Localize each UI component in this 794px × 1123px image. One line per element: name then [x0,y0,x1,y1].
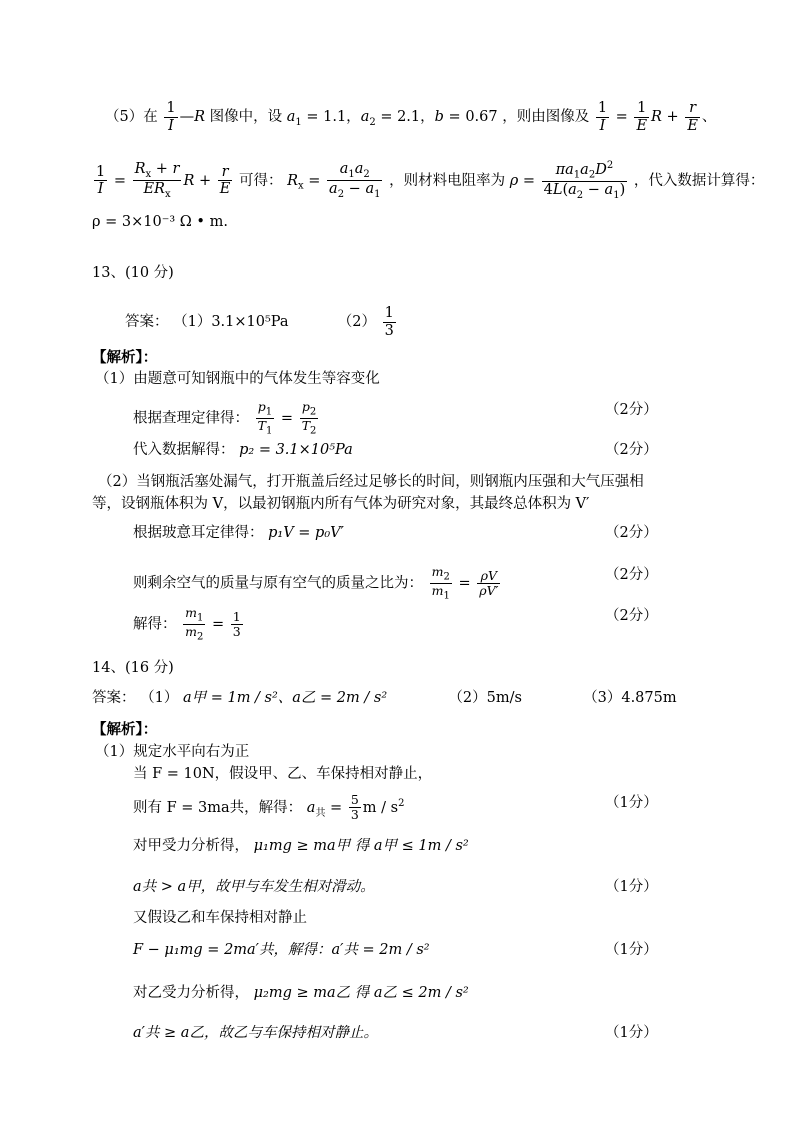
score: （1分） [605,879,658,895]
q13-line2: 根据查理定律得： $\frac{p_1}{T_1}$ = $\frac{p_2}{T_2}$ [133,399,317,437]
score: （2分） [605,525,658,541]
q14-line9: a′共 ≥ a乙，故乙与车保持相对静止。 [133,1025,378,1041]
q14-line4: 对甲受力分析得， μ₁mg ≥ ma甲 得 a甲 ≤ 1m / s² [133,838,469,854]
q13-line6: 根据玻意耳定律得： p₁V = p₀V′ [133,525,344,541]
score: （1分） [605,942,658,958]
q13-header: 13、(10 分) [92,265,174,281]
score: （1分） [605,1025,658,1041]
q12-p5-line1: （5）在 $\frac{1}{I}$ —R 图像中，设 $a_1 = 1.1$，$a_2 = 2.1$，b = 0.67 ，则由图像及 $\frac{1}{I}$ = $\frac{1}{E}$ R + $\frac{r}{E}$ 、 [105,100,717,134]
q14-line1: （1）规定水平向右为正 [95,744,250,760]
score: （2分） [605,402,658,418]
q14-header: 14、(16 分) [92,660,174,676]
q14-line3: 则有 F = 3ma共，解得： $a_共$ = $\frac{5}{3}$ m / $s^2$ [133,792,405,823]
q12-p5-line2: $\frac{1}{I}$ = $\frac{R_x + r}{ER_x}$ R + $\frac{r}{E}$ 可得： $R_x$ = $\frac{a_1a_2}{a_2 - a_1}$ ，则材料电阻率为 ρ = $\frac{\pi a_1a_2D^2}{4L(a_2 - a_1)}$ ，代入数据计算得： [96,160,765,202]
q14-line5: a共 > a甲，故甲与车发生相对滑动。 [133,879,375,895]
q13-line3: 代入数据解得： p₂ = 3.1×10⁵Pa [133,442,353,458]
q14-analysis-label: 【解析】： [92,721,158,738]
q14-line7: F − μ₁mg = 2ma′共，解得：a′共 = 2m / s² [133,942,430,958]
q13-analysis-label: 【解析】： [92,349,158,366]
q14-answer: 答案： （1） a甲 = 1m / s²、a乙 = 2m / s² （2）5m/s （3）4.875m [92,690,677,706]
score: （2分） [605,567,658,583]
score: （1分） [605,795,658,811]
q14-line6: 又假设乙和车保持相对静止 [133,910,307,926]
q14-line2: 当 F = 10N，假设甲、乙、车保持相对静止， [133,766,433,782]
rho-result: ρ = 3×10⁻³ Ω • m. [92,214,228,230]
q13-line7: 则剩余空气的质量与原有空气的质量之比为： $\frac{m_2}{m_1}$ = $\frac{\rho V}{\rho V'}$ [133,564,499,602]
q13-answer: 答案： （1）3.1×10⁵Pa （2） $\frac{1}{3}$ [125,305,394,339]
score: （2分） [605,608,658,624]
score: （2分） [605,442,658,458]
q14-line8: 对乙受力分析得， μ₂mg ≥ ma乙 得 a乙 ≤ 2m / s² [133,985,469,1001]
frac-1-over-I: $\frac{1}{I}$ [166,100,176,134]
q13-line4: （2）当钢瓶活塞处漏气，打开瓶盖后经过足够长的时间，则钢瓶内压强和大气压强相 [98,474,644,490]
q13-line1: （1）由题意可知钢瓶中的气体发生等容变化 [95,371,380,387]
q13-line8: 解得： $\frac{m_1}{m_2}$ = $\frac{1}{3}$ [133,605,241,643]
q13-line5: 等，设钢瓶体积为 V，以最初钢瓶内所有气体为研究对象，其最终总体积为 V′ [92,496,590,512]
